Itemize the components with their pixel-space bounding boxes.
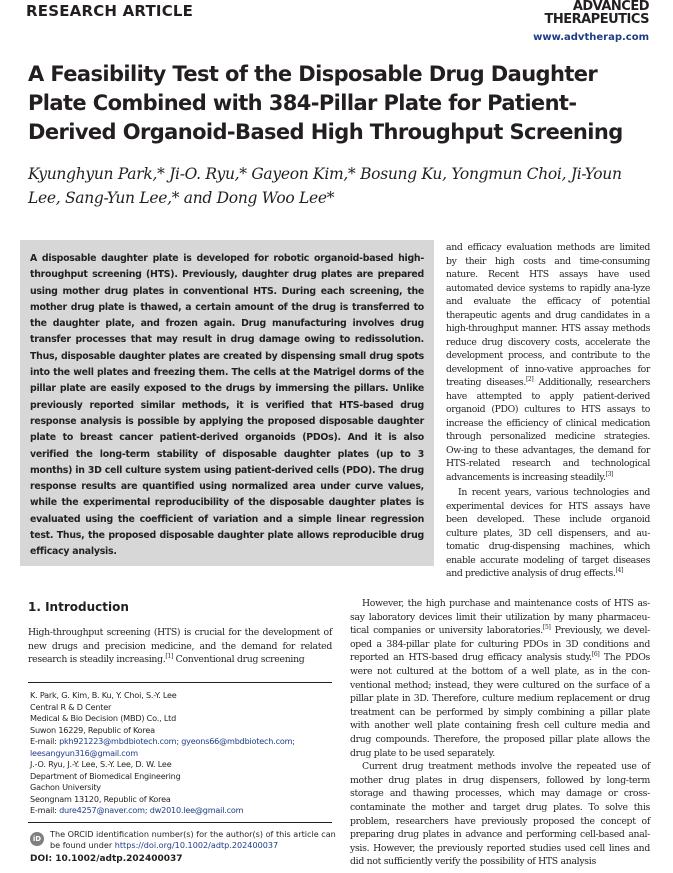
affil-line: Gachon University <box>30 782 101 792</box>
affil-line: Department of Biomedical Engineering <box>30 770 181 781</box>
affil-line: Central R & D Center <box>30 701 112 712</box>
paragraph <box>350 597 650 760</box>
affil-email-line <box>30 748 340 760</box>
email-label: E-mail: <box>30 805 60 815</box>
email-label: E-mail: <box>30 736 60 746</box>
right-column-bottom <box>350 597 650 869</box>
citation-link[interactable]: [2] <box>525 375 534 383</box>
text: The ORCID identification number(s) for the author(s) of this article can be found under <box>50 829 336 850</box>
text: Previously, we devel-oped a 384-pillar plate for culturing PDOs in 3D conditions and reported an HTS-based drug efficacy analysis study. <box>350 625 651 664</box>
divider <box>28 682 332 683</box>
abstract-text: A disposable daughter plate is developed for robotic organoid-based high-throughput screening (HTS). Previously, daughter drug plates are prepared using mother drug plates in conventional HTS. During each screening, the mother drug plate is thawed, a certain amount of the drug is transferred to the daughter plate, and frozen again. Drug manufacturing involves drug transfer processes that may result in drug damage owing to redissolution. Thus, disposable daughter plates are created by dispensing small drug spots into the well plates and freezing them. The cells at the Matrigel dorms of the pillar plate are easily exposed to the drugs by immersing the pillars. Unlike previously reported similar methods, it is verified that HTS-based drug response analysis is possible by applying the proposed disposable daughter plate to breast cancer patient-derived organoids (PDOs). And it is also verified the long-term stability of disposable daughter plates (up to 3 months) in 3D cell culture system using patient-derived cells (PDO). The drug response results are quantified using normalized area under curve values, while the experimental reproducibility of the disposable daughter plates is evaluated using the coefficient of variation and a simple linear regression test. Thus, the proposed disposable daughter plate allows reproducible drug efficacy analysis. <box>30 253 424 558</box>
section-heading: 1. Introduction <box>28 600 129 614</box>
doi[interactable]: DOI: 10.1002/adtp.202400037 <box>30 854 183 864</box>
affil-line: Medical & Bio Decision (MBD) Co., Ltd <box>30 713 177 723</box>
paragraph <box>446 486 650 581</box>
citation-link[interactable]: [5] <box>542 624 551 632</box>
journal-logo[interactable] <box>533 0 649 43</box>
email-link[interactable]: leesangyun316@gmail.com <box>30 747 138 758</box>
affil-email-line <box>30 805 340 817</box>
affil-line: Suwon 16229, Republic of Korea <box>30 724 155 735</box>
text: High-throughput screening (HTS) is crucial for the development of new drugs and precision medicine, and the demand for related research is steadily increasing. <box>28 627 332 666</box>
orcid-link[interactable]: https://doi.org/10.1002/adtp.202400037 <box>114 840 279 850</box>
citation-link[interactable]: [6] <box>591 651 600 659</box>
paragraph: Current drug treatment methods involve the repeated use of mother drug plates in drug dispensers, followed by long-term storage and thawing processes, which may damage or cross-contaminate the mother and target drug plates. To solve this problem, researchers have previously proposed the concept of preparing drug plates in advance and performing cell-based anal-ysis. However, the previously reported studies used cell lines and did not sufficiently verify the possibility of HTS analysis <box>350 761 650 868</box>
text: The PDOs were not cultured at the bottom of a well plate, as in the con-ventional method; instead, they were cultured on the surface of a pillar plate in 3D. Therefore, culture medium replacement or drug treatment can be performed by simply combining a pillar plate with another well plate containing fresh cell culture media and drug compounds. Therefore, the proposed pillar plate allows the drug plate to be used separately. <box>350 652 650 759</box>
intro-paragraph <box>28 626 332 667</box>
affil-line: J.-O. Ryu, J.-Y. Lee, S.-Y. Lee, D. W. Lee <box>30 759 172 769</box>
paragraph <box>446 241 650 484</box>
text: However, the high purchase and maintenance costs of HTS as-say laboratory devices limit their utilization by many pharmaceu-tical companies or university laboratories. <box>350 598 650 637</box>
orcid-note <box>50 829 340 851</box>
article-title: A Feasibility Test of the Disposable Drug Daughter Plate Combined with 384-Pillar Plate for Patient-Derived Organoid-Based High Throughput Screening <box>28 62 623 144</box>
divider <box>28 822 332 823</box>
email-link[interactable]: dure4257@naver.com; dw2010.lee@gmail.com <box>59 805 244 815</box>
orcid-icon: iD <box>30 832 44 846</box>
affiliations <box>30 690 340 817</box>
section-label: RESEARCH ARTICLE <box>26 2 194 20</box>
text: Additionally, researchers have attempted to apply patient-derived organoid (PDO) cultures to HTS assays to increase the efficiency of clinical medication through personalized medicine strategies. Ow-ing to these advantages, the demand for HTS-related research and technological advancements is increasing steadily. <box>446 377 650 483</box>
affil-email-line <box>30 736 340 748</box>
citation-link[interactable]: [3] <box>605 470 614 478</box>
citation-link[interactable]: [1] <box>165 653 174 661</box>
citation-link[interactable]: [4] <box>615 566 623 574</box>
email-link[interactable]: pkh921223@mbdbiotech.com; gyeons66@mbdbiotech.com; <box>59 736 295 746</box>
journal-url-link[interactable]: www.advtherap.com <box>533 32 649 43</box>
affil-line: K. Park, G. Kim, B. Ku, Y. Choi, S.-Y. Lee <box>30 690 177 700</box>
text: In recent years, various technologies and experimental devices for HTS assays have been developed. These include organoid culture plates, 3D cell dispensers, and au-tomatic drug-dispensing machines, which enable accurate modeling of target diseases and predictive analysis of drug effects. <box>446 487 650 579</box>
right-column-top <box>446 241 650 581</box>
journal-name-line1: ADVANCED <box>572 0 649 14</box>
affil-line: Seongnam 13120, Republic of Korea <box>30 793 171 804</box>
text: Conventional drug screening <box>173 654 305 666</box>
text: and efficacy evaluation methods are limited by their high costs and time-consuming nature. Recent HTS assays have used automated device systems to rapidly ana-lyze and evaluate the efficacy of potential therapeutic agents and drug candidates in a high-throughput manner. HTS assay methods reduce drug discovery costs, accelerate the development process, and contribute to the development of inno-vative approaches for treating diseases. <box>446 242 650 388</box>
journal-name-line2: THERAPEUTICS <box>544 12 649 27</box>
author-list: Kyunghyun Park,* Ji-O. Ryu,* Gayeon Kim,* Bosung Ku, Yongmun Choi, Ji-Youn Lee, Sang-Yun Lee,* and Dong Woo Lee* <box>28 165 622 207</box>
